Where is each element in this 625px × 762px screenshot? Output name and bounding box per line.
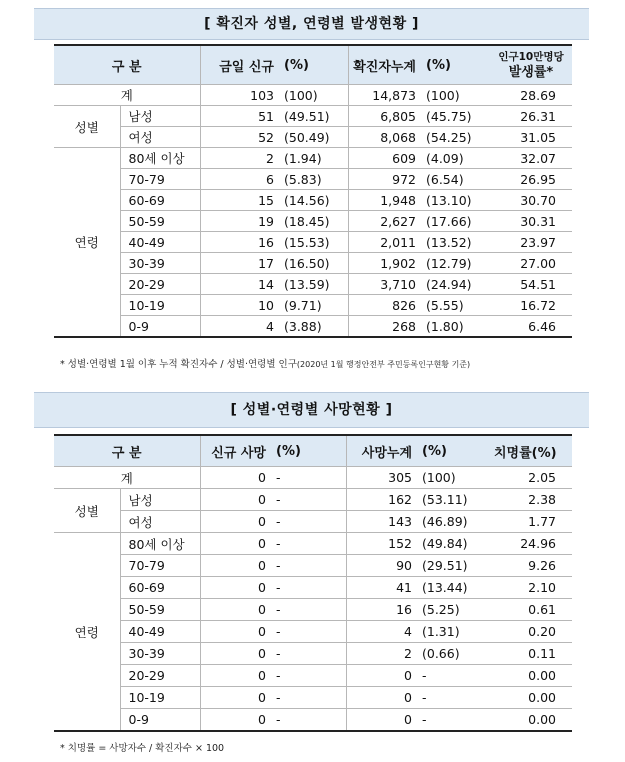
table-row xyxy=(54,169,572,190)
cum-pct-value: (45.75) xyxy=(422,106,490,127)
row-label: 80세 이상 xyxy=(120,148,200,169)
table1-footnote xyxy=(60,356,470,370)
cumulative-header: 확진자누계 xyxy=(348,45,422,85)
new-pct-header: (%) xyxy=(280,45,348,85)
cumulative-deaths-header: 사망누계 xyxy=(346,435,418,467)
sex-group-label: 성별 xyxy=(54,106,120,148)
rate-value: 2.38 xyxy=(494,489,572,511)
cum-pct-value: (46.89) xyxy=(418,511,494,533)
new-pct-header: (%) xyxy=(272,435,346,467)
row-label: 0-9 xyxy=(120,709,200,732)
new-value: 0 xyxy=(200,643,272,665)
cumulative-value: 0 xyxy=(346,709,418,732)
new-pct-value: - xyxy=(272,599,346,621)
fatality-rate-header: 치명률(%) xyxy=(494,435,572,467)
cum-pct-header: (%) xyxy=(422,45,490,85)
new-value: 0 xyxy=(200,533,272,555)
table-row xyxy=(54,599,572,621)
rate-value: 16.72 xyxy=(490,295,572,316)
cumulative-value: 826 xyxy=(348,295,422,316)
new-value: 0 xyxy=(200,489,272,511)
cumulative-value: 8,068 xyxy=(348,127,422,148)
cumulative-value: 41 xyxy=(346,577,418,599)
sex-group-label: 성별 xyxy=(54,489,120,533)
cumulative-value: 2,627 xyxy=(348,211,422,232)
cumulative-value: 4 xyxy=(346,621,418,643)
new-value: 0 xyxy=(200,555,272,577)
rate-value: 0.00 xyxy=(494,687,572,709)
cum-pct-value: (12.79) xyxy=(422,253,490,274)
cum-pct-header: (%) xyxy=(418,435,494,467)
cumulative-value: 14,873 xyxy=(348,85,422,106)
row-label: 40-49 xyxy=(120,232,200,253)
rate-value: 30.31 xyxy=(490,211,572,232)
category-header: 구 분 xyxy=(54,435,200,467)
table-row xyxy=(54,643,572,665)
cum-pct-value: (5.55) xyxy=(422,295,490,316)
total-row xyxy=(54,85,572,106)
new-pct-value: - xyxy=(272,643,346,665)
row-label: 여성 xyxy=(120,511,200,533)
new-pct-value: - xyxy=(272,533,346,555)
rate-value: 31.05 xyxy=(490,127,572,148)
table1-footnote-main: * 성별·연령별 1월 이후 누적 확진자수 / 성별·연령별 인구 xyxy=(60,359,297,370)
new-pct-value: (18.45) xyxy=(280,211,348,232)
new-value: 0 xyxy=(200,467,272,489)
cumulative-value: 972 xyxy=(348,169,422,190)
category-header: 구 분 xyxy=(54,45,200,85)
row-label: 30-39 xyxy=(120,253,200,274)
table2-footnote: * 치명률 = 사망자수 / 확진자수 × 100 xyxy=(60,743,225,754)
new-pct-value: (16.50) xyxy=(280,253,348,274)
table-row xyxy=(54,316,572,338)
rate-value: 9.26 xyxy=(494,555,572,577)
cum-pct-value: (24.94) xyxy=(422,274,490,295)
cumulative-value: 2 xyxy=(346,643,418,665)
new-pct-value: - xyxy=(272,665,346,687)
new-pct-value: (15.53) xyxy=(280,232,348,253)
age-group-label: 연령 xyxy=(54,533,120,732)
new-value: 103 xyxy=(200,85,280,106)
cum-pct-value: - xyxy=(418,709,494,732)
table1-title: [ 확진자 성별, 연령별 발생현황 ] xyxy=(34,8,589,40)
row-label: 20-29 xyxy=(120,274,200,295)
new-pct-value: (49.51) xyxy=(280,106,348,127)
cum-pct-value: (53.11) xyxy=(418,489,494,511)
cumulative-value: 0 xyxy=(346,687,418,709)
rate-value: 1.77 xyxy=(494,511,572,533)
table-row xyxy=(54,232,572,253)
table-row xyxy=(54,489,572,511)
new-pct-value: - xyxy=(272,621,346,643)
table-row xyxy=(54,687,572,709)
rate-value: 2.05 xyxy=(494,467,572,489)
new-pct-value: - xyxy=(272,489,346,511)
table-row xyxy=(54,211,572,232)
row-label: 60-69 xyxy=(120,190,200,211)
table-row xyxy=(54,274,572,295)
rate-value: 23.97 xyxy=(490,232,572,253)
row-label: 계 xyxy=(54,467,200,489)
new-pct-value: (9.71) xyxy=(280,295,348,316)
row-label: 80세 이상 xyxy=(120,533,200,555)
new-value: 10 xyxy=(200,295,280,316)
new-pct-value: - xyxy=(272,577,346,599)
cumulative-value: 0 xyxy=(346,665,418,687)
new-value: 0 xyxy=(200,577,272,599)
row-label: 남성 xyxy=(120,489,200,511)
cumulative-value: 3,710 xyxy=(348,274,422,295)
cum-pct-value: (29.51) xyxy=(418,555,494,577)
new-deaths-header: 신규 사망 xyxy=(200,435,272,467)
rate-value: 26.95 xyxy=(490,169,572,190)
table-row xyxy=(54,621,572,643)
new-pct-value: (13.59) xyxy=(280,274,348,295)
new-pct-value: - xyxy=(272,555,346,577)
rate-value: 2.10 xyxy=(494,577,572,599)
cumulative-value: 305 xyxy=(346,467,418,489)
new-pct-value: (50.49) xyxy=(280,127,348,148)
new-pct-value: (3.88) xyxy=(280,316,348,338)
rate-value: 24.96 xyxy=(494,533,572,555)
table2-title: [ 성별·연령별 사망현황 ] xyxy=(34,392,589,428)
cumulative-value: 6,805 xyxy=(348,106,422,127)
table-row xyxy=(54,555,572,577)
new-pct-value: - xyxy=(272,511,346,533)
new-pct-value: - xyxy=(272,687,346,709)
new-value: 52 xyxy=(200,127,280,148)
new-value: 19 xyxy=(200,211,280,232)
new-value: 17 xyxy=(200,253,280,274)
cum-pct-value: (54.25) xyxy=(422,127,490,148)
rate-value: 0.00 xyxy=(494,665,572,687)
table2 xyxy=(54,434,572,732)
rate-value: 0.61 xyxy=(494,599,572,621)
cum-pct-value: - xyxy=(418,687,494,709)
new-pct-value: (100) xyxy=(280,85,348,106)
new-value: 15 xyxy=(200,190,280,211)
new-value: 0 xyxy=(200,709,272,732)
new-cases-header: 금일 신규 xyxy=(200,45,280,85)
cum-pct-value: (17.66) xyxy=(422,211,490,232)
new-value: 0 xyxy=(200,599,272,621)
new-value: 6 xyxy=(200,169,280,190)
rate-value: 0.00 xyxy=(494,709,572,732)
row-label: 남성 xyxy=(120,106,200,127)
cum-pct-value: (6.54) xyxy=(422,169,490,190)
row-label: 50-59 xyxy=(120,211,200,232)
table2-header-row xyxy=(54,435,572,467)
row-label: 20-29 xyxy=(120,665,200,687)
rate-value: 28.69 xyxy=(490,85,572,106)
cum-pct-value: (4.09) xyxy=(422,148,490,169)
cum-pct-value: (5.25) xyxy=(418,599,494,621)
cum-pct-value: (13.10) xyxy=(422,190,490,211)
table-row xyxy=(54,577,572,599)
new-value: 0 xyxy=(200,687,272,709)
row-label: 70-79 xyxy=(120,169,200,190)
cum-pct-value: - xyxy=(418,665,494,687)
cum-pct-value: (13.44) xyxy=(418,577,494,599)
cumulative-value: 268 xyxy=(348,316,422,338)
rate-value: 30.70 xyxy=(490,190,572,211)
new-value: 0 xyxy=(200,665,272,687)
cum-pct-value: (49.84) xyxy=(418,533,494,555)
cumulative-value: 1,948 xyxy=(348,190,422,211)
rate-header xyxy=(490,45,572,85)
new-value: 16 xyxy=(200,232,280,253)
row-label: 0-9 xyxy=(120,316,200,338)
cumulative-value: 152 xyxy=(346,533,418,555)
new-value: 4 xyxy=(200,316,280,338)
rate-value: 32.07 xyxy=(490,148,572,169)
rate-value: 0.11 xyxy=(494,643,572,665)
table-row xyxy=(54,127,572,148)
cumulative-value: 143 xyxy=(346,511,418,533)
table1-header-row xyxy=(54,45,572,85)
cum-pct-value: (100) xyxy=(422,85,490,106)
row-label: 10-19 xyxy=(120,295,200,316)
cum-pct-value: (100) xyxy=(418,467,494,489)
new-value: 0 xyxy=(200,511,272,533)
row-label: 10-19 xyxy=(120,687,200,709)
cumulative-value: 609 xyxy=(348,148,422,169)
table-row xyxy=(54,106,572,127)
table-row xyxy=(54,533,572,555)
age-group-label: 연령 xyxy=(54,148,120,338)
cum-pct-value: (0.66) xyxy=(418,643,494,665)
cumulative-value: 16 xyxy=(346,599,418,621)
table-row xyxy=(54,190,572,211)
new-pct-value: (5.83) xyxy=(280,169,348,190)
cumulative-value: 90 xyxy=(346,555,418,577)
rate-value: 54.51 xyxy=(490,274,572,295)
new-pct-value: (1.94) xyxy=(280,148,348,169)
cumulative-value: 162 xyxy=(346,489,418,511)
new-value: 51 xyxy=(200,106,280,127)
new-value: 14 xyxy=(200,274,280,295)
row-label: 30-39 xyxy=(120,643,200,665)
rate-value: 26.31 xyxy=(490,106,572,127)
table-row xyxy=(54,295,572,316)
table1-footnote-small: (2020년 1월 행정안전부 주민등록인구현황 기준) xyxy=(296,360,471,369)
cum-pct-value: (1.80) xyxy=(422,316,490,338)
new-value: 0 xyxy=(200,621,272,643)
new-pct-value: - xyxy=(272,709,346,732)
rate-header-line1: 인구10만명당 xyxy=(498,51,564,63)
rate-value: 0.20 xyxy=(494,621,572,643)
total-row xyxy=(54,467,572,489)
cumulative-value: 1,902 xyxy=(348,253,422,274)
row-label: 70-79 xyxy=(120,555,200,577)
new-pct-value: (14.56) xyxy=(280,190,348,211)
cum-pct-value: (1.31) xyxy=(418,621,494,643)
rate-value: 6.46 xyxy=(490,316,572,338)
row-label: 여성 xyxy=(120,127,200,148)
table1 xyxy=(54,44,572,338)
table-row xyxy=(54,253,572,274)
table-row xyxy=(54,709,572,732)
table-row xyxy=(54,665,572,687)
row-label: 40-49 xyxy=(120,621,200,643)
new-value: 2 xyxy=(200,148,280,169)
cum-pct-value: (13.52) xyxy=(422,232,490,253)
table-row xyxy=(54,511,572,533)
rate-header-line2: 발생률* xyxy=(508,65,554,80)
row-label: 60-69 xyxy=(120,577,200,599)
row-label: 50-59 xyxy=(120,599,200,621)
new-pct-value: - xyxy=(272,467,346,489)
cumulative-value: 2,011 xyxy=(348,232,422,253)
table-row xyxy=(54,148,572,169)
row-label: 계 xyxy=(54,85,200,106)
rate-value: 27.00 xyxy=(490,253,572,274)
